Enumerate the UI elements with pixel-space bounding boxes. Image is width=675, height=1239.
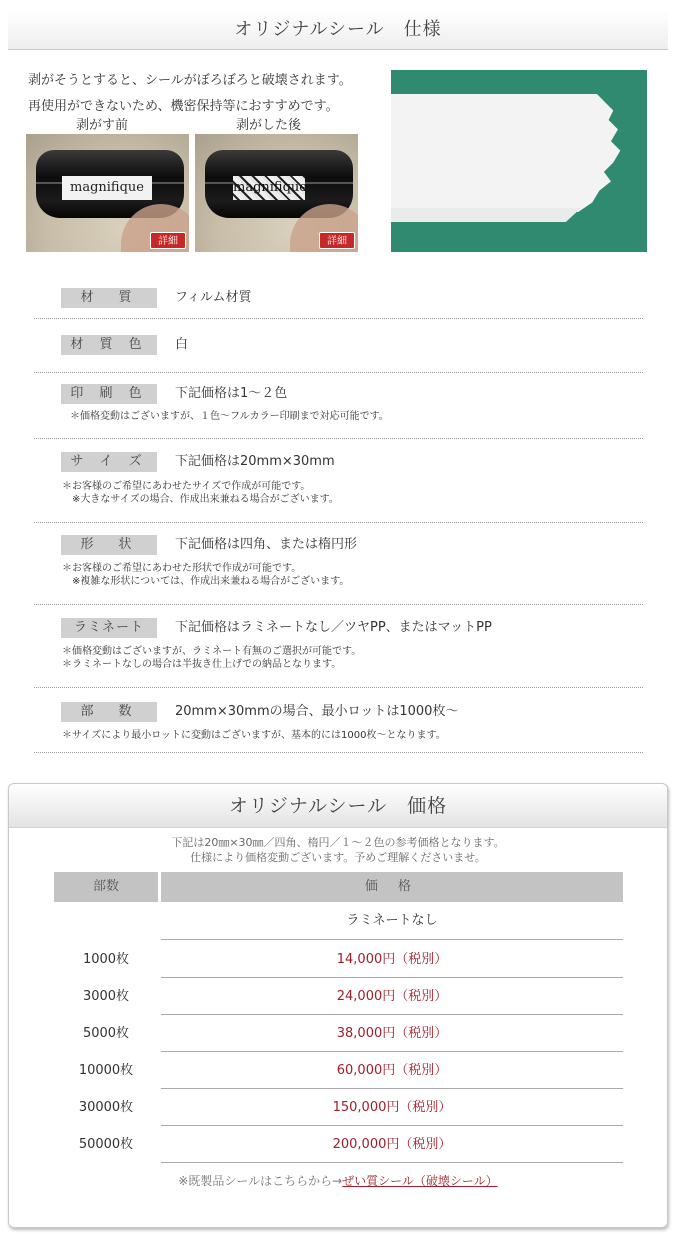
caption-before: 剥がす前: [76, 118, 129, 133]
spec-label: 部 数: [61, 702, 157, 722]
spec-value: 下記価格は四角、または楕円形: [175, 537, 358, 552]
spec-note: ＊お客様のご希望にあわせた形状で作成が可能です。: [62, 563, 302, 574]
row-price: 24,000円（税別）: [161, 978, 623, 1015]
spec-note: ＊価格変動はございますが、ラミネート有無のご選択が可能です。: [62, 646, 362, 657]
spec-note: ※複雑な形状については、作成出来兼ねる場合がございます。: [72, 576, 350, 587]
price-intro-line-1: 下記は20㎜×30㎜／四角、楕円／１～２色の参考価格となります。: [171, 836, 505, 849]
row-quantity: 10000枚: [78, 1063, 134, 1078]
detail-button-before[interactable]: 詳細: [150, 232, 186, 249]
price-section-title: オリジナルシール 価格: [9, 784, 667, 828]
spec-label: ラミネート: [61, 618, 157, 638]
price-intro: [9, 835, 667, 865]
spec-note: ＊サイズにより最小ロットに変動はございますが、基本的には1000枚～となります。: [62, 730, 446, 741]
row-price: 200,000円（税別）: [161, 1126, 623, 1163]
spec-note: ＊価格変動はございますが、１色～フルカラー印刷まで対応可能です。: [70, 411, 389, 422]
spec-label: 形 状: [61, 535, 157, 555]
spec-value: 下記価格は1～２色: [175, 386, 288, 401]
row-quantity: 50000枚: [78, 1137, 134, 1152]
spec-note: ※大きなサイズの場合、作成出来兼ねる場合がございます。: [72, 494, 339, 505]
peeled-sheet-edge: [391, 208, 581, 222]
sticker-label-broken: magnifique: [233, 176, 305, 200]
row-quantity: 5000枚: [82, 1026, 130, 1041]
tamper-seal-link[interactable]: ぜい質シール（破壊シール）: [342, 1174, 498, 1188]
detail-button-after[interactable]: 詳細: [319, 232, 355, 249]
table-row: [54, 978, 623, 1015]
column-header-quantity: 部数: [54, 872, 158, 902]
spec-row-material-color: [34, 335, 643, 373]
spec-value: フィルム材質: [175, 290, 252, 305]
spec-note: ＊お客様のご希望にあわせたサイズで作成が可能です。: [62, 481, 311, 492]
price-section: [8, 783, 668, 1228]
row-price: 150,000円（税別）: [161, 1089, 623, 1126]
row-quantity: 30000枚: [78, 1100, 134, 1115]
sub-header-no-laminate: ラミネートなし: [346, 913, 438, 928]
spec-row-size: [34, 452, 643, 523]
spec-row-laminate: [34, 618, 643, 688]
row-quantity: 1000枚: [82, 952, 130, 967]
spec-label: 材 質: [61, 288, 157, 308]
table-row: [54, 1126, 623, 1163]
intro-line-2: 再使用ができないため、機密保持等におすすめです。: [28, 99, 339, 114]
spec-value: 下記価格はラミネートなし／ツヤPP、またはマットPP: [175, 620, 492, 635]
intro-line-1: 剥がそうとすると、シールがぼろぼろと破壊されます。: [28, 73, 352, 88]
spec-row-shape: [34, 535, 643, 605]
spec-section-title: オリジナルシール 仕様: [8, 10, 668, 50]
row-price: 60,000円（税別）: [161, 1052, 623, 1089]
spec-label: サ イ ズ: [61, 452, 157, 472]
spec-label: 材 質 色: [61, 335, 157, 355]
spec-label: 印 刷 色: [61, 384, 157, 404]
table-row: [54, 1015, 623, 1052]
spec-row-print-color: [34, 384, 643, 439]
spec-value: 下記価格は20mm×30mm: [175, 454, 335, 469]
table-row: [54, 1089, 623, 1126]
peeled-sticker-photo: [391, 70, 647, 252]
row-price: 38,000円（税別）: [161, 1015, 623, 1052]
price-footer: [9, 1172, 667, 1189]
column-header-price: 価 格: [161, 872, 623, 902]
table-row: [54, 941, 623, 978]
spec-note: ＊ラミネートなしの場合は半抜き仕上げでの納品となります。: [62, 659, 342, 670]
spec-value: 白: [175, 337, 189, 352]
footer-prefix: ※既製品シールはこちらから→: [178, 1174, 343, 1188]
sub-header-row: [161, 902, 623, 940]
row-quantity: 3000枚: [82, 989, 130, 1004]
caption-after: 剥がした後: [236, 118, 302, 133]
spec-intro: [28, 68, 388, 120]
spec-row-quantity: [34, 702, 643, 753]
row-price: 14,000円（税別）: [161, 941, 623, 978]
spec-value: 20mm×30mmの場合、最小ロットは1000枚～: [175, 704, 459, 719]
price-intro-line-2: 仕様により価格変動ございます。予めご理解くださいませ。: [190, 851, 486, 864]
table-row: [54, 1052, 623, 1089]
sticker-label: magnifique: [62, 176, 152, 200]
spec-row-material: [34, 288, 643, 319]
peeled-sheet: [391, 94, 625, 212]
